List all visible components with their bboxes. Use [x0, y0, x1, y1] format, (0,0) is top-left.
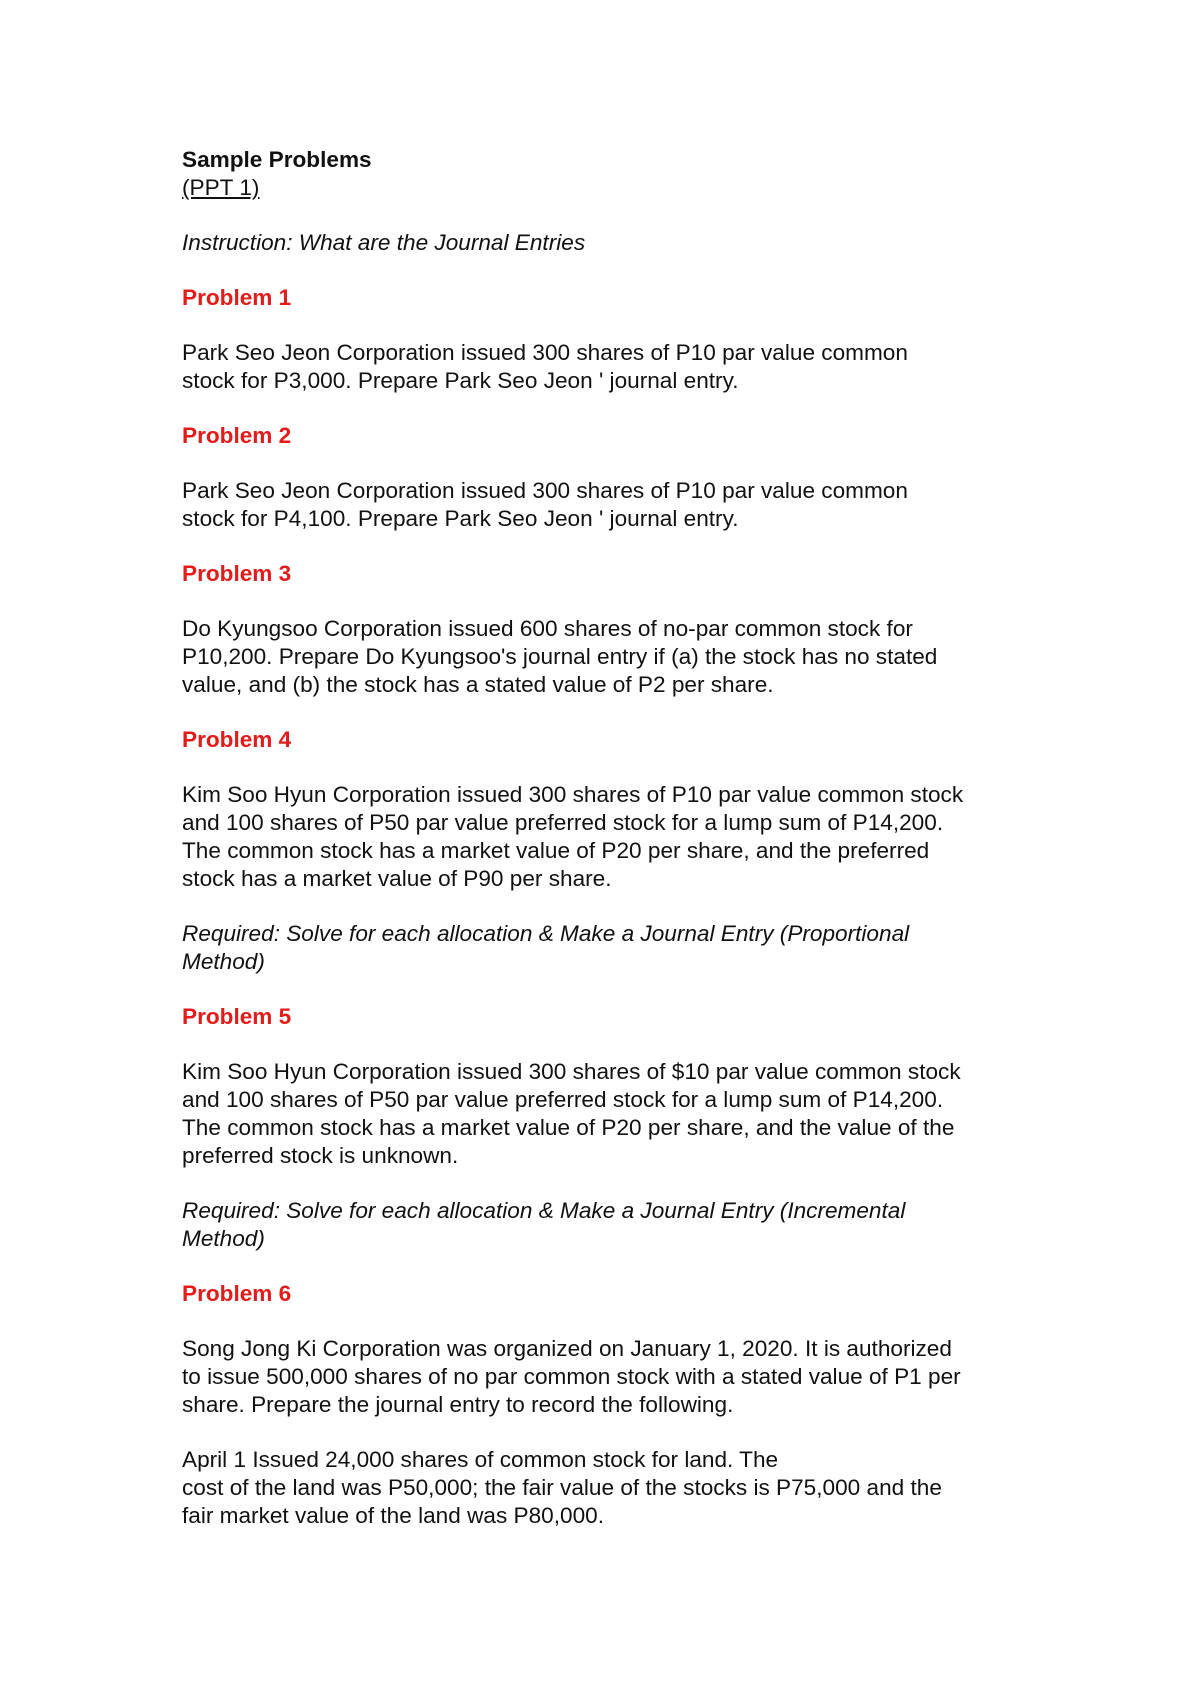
problem-3-heading: Problem 3: [182, 561, 292, 586]
problem-1-text: Park Seo Jeon Corporation issued 300 shares of P10 par value common stock for P3,000. Prepare Park Seo Jeon ' journal entry.: [182, 340, 908, 393]
problem-2-text: Park Seo Jeon Corporation issued 300 shares of P10 par value common stock for P4,100. Prepare Park Seo Jeon ' journal entry.: [182, 478, 908, 531]
problem-4-text: Kim Soo Hyun Corporation issued 300 shares of P10 par value common stock and 100 shares of P50 par value preferred stock for a lump sum of P14,200. The common stock has a market value of P20 per share, and the preferred stock has a market value of P90 per share.: [182, 782, 964, 891]
document-title: Sample Problems: [182, 147, 372, 172]
document-subtitle: (PPT 1): [182, 175, 260, 200]
instruction-text: Instruction: What are the Journal Entries: [182, 230, 586, 255]
problem-6-text: Song Jong Ki Corporation was organized on January 1, 2020. It is authorized to issue 500,000 shares of no par common stock with a stated value of P1 per share. Prepare the journal entry to record the following.: [182, 1336, 961, 1417]
problem-4-heading: Problem 4: [182, 727, 292, 752]
problem-6-heading: Problem 6: [182, 1281, 292, 1306]
problem-2-heading: Problem 2: [182, 423, 292, 448]
problem-1-heading: Problem 1: [182, 285, 292, 310]
problem-5-heading: Problem 5: [182, 1004, 292, 1029]
problem-3-text: Do Kyungsoo Corporation issued 600 shares of no-par common stock for P10,200. Prepare Do Kyungsoo's journal entry if (a) the stock has no stated value, and (b) the stock has a stated value of P2 per share.: [182, 616, 938, 697]
problem-6-transaction-text: April 1 Issued 24,000 shares of common stock for land. The cost of the land was P50,000; the fair value of the stocks is P75,000 and the fair market value of the land was P80,000.: [182, 1447, 942, 1528]
problem-5-required: Required: Solve for each allocation & Make a Journal Entry (Incremental Method): [182, 1198, 906, 1251]
problem-5-text: Kim Soo Hyun Corporation issued 300 shares of $10 par value common stock and 100 shares of P50 par value preferred stock for a lump sum of P14,200. The common stock has a market value of P20 per share, and the value of the preferred stock is unknown.: [182, 1059, 961, 1168]
document-page: [182, 146, 1062, 1530]
problem-4-required: Required: Solve for each allocation & Make a Journal Entry (Proportional Method): [182, 921, 910, 974]
